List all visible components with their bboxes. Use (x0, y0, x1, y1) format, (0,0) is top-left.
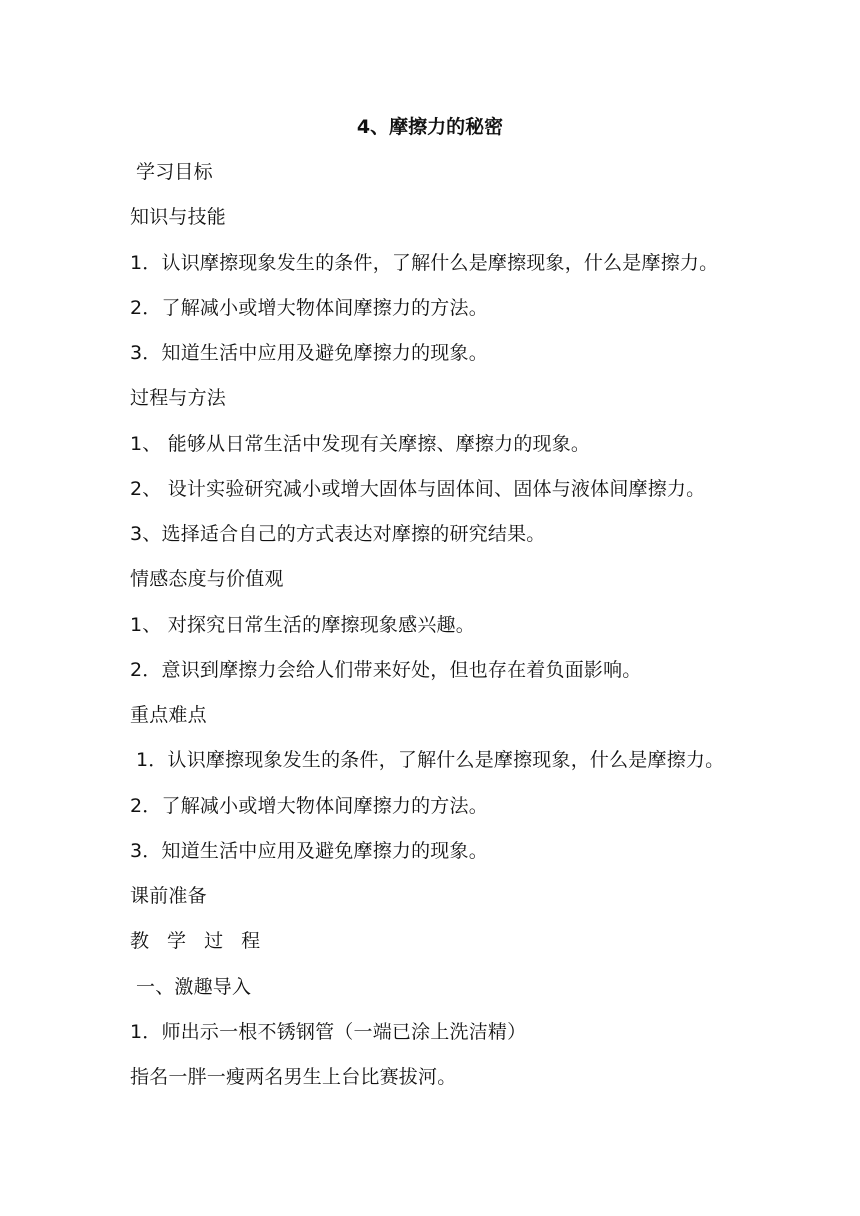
paragraph: 2、 设计实验研究减小或增大固体与固体间、固体与液体间摩擦力。 (130, 477, 706, 500)
heading-knowledge-skills: 知识与技能 (130, 206, 227, 229)
paragraph: 2．了解减小或增大物体间摩擦力的方法。 (130, 296, 488, 319)
paragraph: 3、选择适合自己的方式表达对摩擦的研究结果。 (130, 523, 546, 545)
paragraph: 2．意识到摩擦力会给人们带来好处，但也存在着负面影响。 (130, 658, 642, 681)
document-body (130, 156, 830, 1106)
paragraph: 1、 能够从日常生活中发现有关摩擦、摩擦力的现象。 (130, 432, 591, 455)
heading-preparation: 课前准备 (130, 885, 207, 907)
paragraph: 1．师出示一根不锈钢管（一端已涂上洗洁精） (130, 1020, 527, 1043)
paragraph: 3．知道生活中应用及避免摩擦力的现象。 (130, 839, 488, 862)
paragraph: 指名一胖一瘦两名男生上台比赛拔河。 (130, 1066, 457, 1088)
heading-teaching-process: 教 学 过 程 (130, 930, 267, 953)
document-title: 4、摩擦力的秘密 (356, 116, 504, 138)
paragraph: 1、 对探究日常生活的摩擦现象感兴趣。 (130, 613, 475, 636)
paragraph: 1．认识摩擦现象发生的条件，了解什么是摩擦现象，什么是摩擦力。 (136, 749, 725, 772)
paragraph: 3．知道生活中应用及避免摩擦力的现象。 (130, 342, 488, 364)
heading-introduction: 一、激趣导入 (136, 975, 252, 998)
heading-attitudes-values: 情感态度与价值观 (130, 568, 284, 591)
heading-key-points: 重点难点 (130, 704, 207, 726)
heading-learning-goals: 学习目标 (136, 161, 213, 183)
heading-process-methods: 过程与方法 (130, 387, 227, 410)
paragraph: 2．了解减小或增大物体间摩擦力的方法。 (130, 794, 488, 817)
paragraph: 1．认识摩擦现象发生的条件，了解什么是摩擦现象，什么是摩擦力。 (130, 251, 719, 274)
